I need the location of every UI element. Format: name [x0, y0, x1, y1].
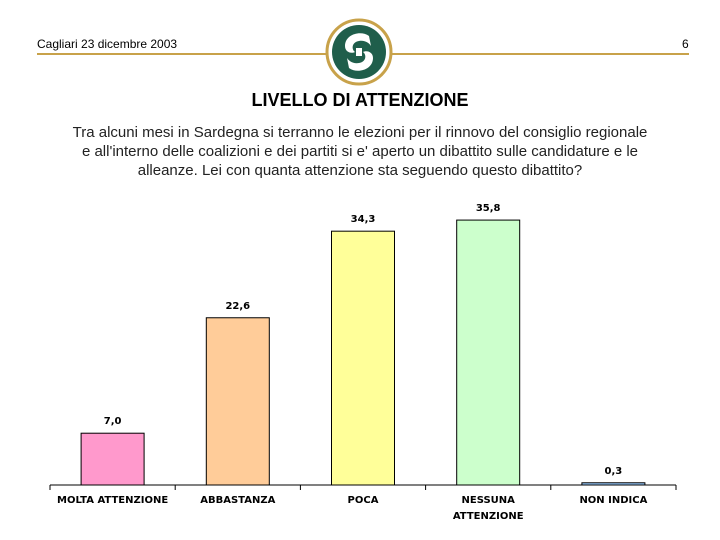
- slide-title: LIVELLO DI ATTENZIONE: [251, 90, 469, 110]
- bar: [582, 483, 645, 485]
- data-label: 35,8: [475, 203, 501, 215]
- header-date: Cagliari 23 dicembre 2003: [37, 37, 178, 51]
- tick-label: POCA: [347, 495, 379, 506]
- question-line: alleanze. Lei con quanta attenzione sta seguendo questo dibattito?: [137, 162, 583, 179]
- data-label: 22,6: [225, 300, 251, 312]
- question-line: Tra alcuni mesi in Sardegna si terranno le elezioni per il rinnovo del consiglio regionale: [72, 124, 648, 141]
- bar: [332, 231, 395, 485]
- data-label: 0,3: [604, 465, 623, 477]
- tick-label: ABBASTANZA: [200, 495, 276, 506]
- bar: [457, 220, 520, 485]
- tick-label: MOLTA ATTENZIONE: [57, 495, 169, 506]
- page-number: 6: [682, 37, 689, 51]
- data-label: 34,3: [350, 214, 376, 226]
- tick-label: ATTENZIONE: [452, 511, 524, 522]
- bar: [81, 433, 144, 485]
- tick-label: NESSUNA: [461, 495, 515, 506]
- data-label: 7,0: [103, 416, 122, 428]
- bar: [206, 318, 269, 485]
- question-line: e all'interno delle coalizioni e dei partiti si e' aperto un dibattito sulle candidature e le: [81, 143, 639, 160]
- tick-label: NON INDICA: [579, 495, 648, 506]
